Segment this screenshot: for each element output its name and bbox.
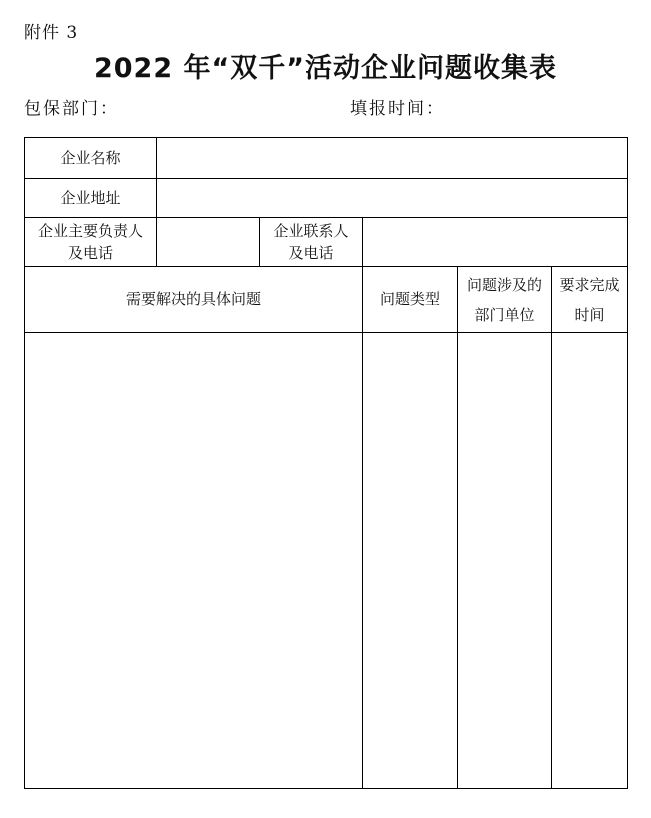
problem-type-field[interactable]	[363, 333, 457, 788]
main-person-label-line1: 企业主要负责人	[37, 222, 143, 240]
department-involved-header	[458, 267, 551, 332]
contact-person-label-line2: 及电话	[288, 244, 334, 262]
annex-label: 附件 3	[24, 23, 79, 43]
main-person-label	[25, 218, 156, 266]
problem-description-field[interactable]	[25, 333, 362, 788]
department-involved-header-line1: 问题涉及的	[466, 275, 542, 294]
contact-person-label	[260, 218, 362, 266]
company-name-label: 企业名称	[60, 148, 121, 167]
dept-label: 包保部门：	[24, 99, 119, 119]
main-person-field[interactable]	[157, 218, 259, 266]
contact-person-field[interactable]	[363, 218, 627, 266]
company-name-field[interactable]	[157, 138, 627, 178]
deadline-header-line1: 要求完成	[559, 275, 620, 294]
date-label: 填报时间：	[350, 99, 445, 119]
department-involved-field[interactable]	[458, 333, 551, 788]
main-person-label-line2: 及电话	[67, 244, 113, 262]
company-address-field[interactable]	[157, 179, 627, 217]
page-title: 2022 年“双千”活动企业问题收集表	[93, 53, 558, 84]
problem-type-header: 问题类型	[379, 290, 440, 308]
deadline-header-line2: 时间	[574, 305, 605, 324]
contact-person-label-line1: 企业联系人	[273, 222, 349, 240]
problem-description-header: 需要解决的具体问题	[125, 290, 261, 308]
deadline-field[interactable]	[552, 333, 627, 788]
problem-collection-form	[24, 137, 628, 789]
deadline-header	[552, 267, 627, 332]
company-address-label: 企业地址	[60, 188, 121, 207]
department-involved-header-line2: 部门单位	[474, 305, 535, 324]
